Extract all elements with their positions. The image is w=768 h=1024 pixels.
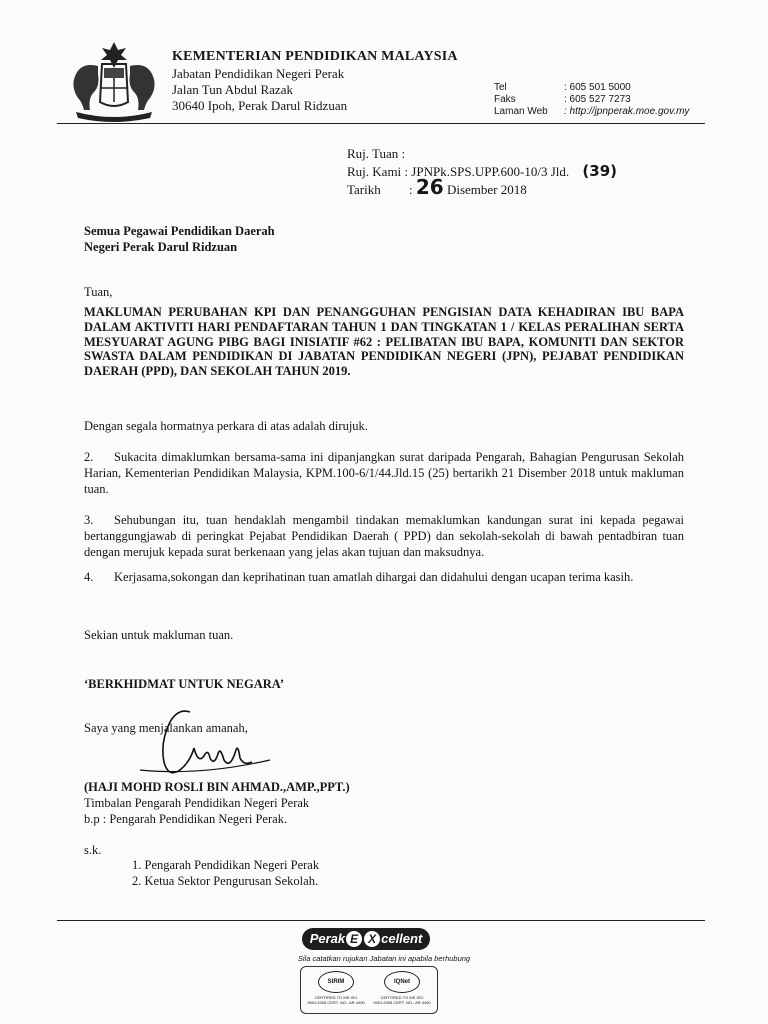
paragraph-text: Kerjasama,sokongan dan keprihatinan tuan amatlah dihargai dan didahului dengan ucapan terima kasih.	[114, 570, 634, 584]
footer-note: Sila catatkan rujukan Jabatan ini apabila berhubung	[297, 954, 471, 963]
subject-heading: MAKLUMAN PERUBAHAN KPI DAN PENANGGUHAN PENGISIAN DATA KEHADIRAN IBU BAPA DALAM AKTIVITI HARI PENDAFTARAN TAHUN 1 DAN TINGKATAN 1 / KELAS PERALIHAN SERTA MESYUARAT AGUNG PIBG BAGI INISIATIF #62 : PELIBATAN IBU BAPA, KOMUNITI DAN SEKTOR SWASTA DALAM PENDIDIKAN DI JABATAN PENDIDIKAN NEGERI (JPN), PEJABAT PENDIDIKAN DAERAH (PPD), DAN SEKOLAH TAHUN 2019.	[84, 305, 684, 379]
cc-label: s.k.	[84, 843, 102, 857]
website-link[interactable]: : http://jpnperak.moe.gov.my	[564, 106, 690, 117]
contact-tel	[494, 82, 631, 93]
iqnet-certification	[371, 971, 433, 1009]
paragraph-text: Sukacita dimaklumkan bersama-sama ini dipanjangkan surat daripada Pengarah, Bahagian Pengurusan Sekolah Harian, Kementerian Pendidikan Malaysia, KPM.100-6/1/44.Jld.15 (25) bertarikh 21 Disember 2018 untuk makluman tuan.	[84, 450, 684, 496]
cert-text: CERTIFIED TO MS ISO 9001:2008 CERT. NO.: AR 4490	[307, 995, 365, 1005]
ruj-tuan	[347, 146, 405, 162]
contact-value: : 605 501 5000	[564, 82, 631, 93]
cc-item: 2. Ketua Sektor Pengurusan Sekolah.	[132, 874, 319, 888]
paragraph-text: Sehubungan itu, tuan hendaklah mengambil tindakan memaklumkan kandungan surat ini kepada pegawai bertanggungjawab di peringkat Pejabat Pendidikan Daerah ( PPD) dan sekolah-sekolah di bawah pentadbiran tuan dengan merujuk kepada surat berkenaan yang jelas akan tujuan dan maksudnya.	[84, 513, 684, 559]
logo-x: X	[364, 931, 380, 947]
logo-text: Perak	[309, 931, 346, 946]
perak-excellent-logo	[302, 928, 430, 950]
ruj-kami-value: JPNPk.SPS.UPP.600-10/3 Jld.	[411, 164, 570, 179]
signatory-bp: b.p : Pengarah Pendidikan Negeri Perak.	[84, 812, 288, 826]
contact-web	[494, 106, 689, 117]
cert-text: CERTIFIED TO MS ISO 9001:2008 CERT. NO.: AR 4490	[373, 995, 431, 1005]
signatory-name: (HAJI MOHD ROSLI BIN AHMAD.,AMP.,PPT.)	[84, 780, 350, 794]
recipient-line1: Semua Pegawai Pendidikan Daerah	[84, 224, 275, 238]
tarikh-rest: Disember 2018	[446, 182, 527, 197]
address-city: 30640 Ipoh, Perak Darul Ridzuan	[172, 98, 348, 113]
footer-divider	[57, 920, 705, 921]
certification-badges	[300, 966, 438, 1014]
motto: ‘BERKHIDMAT UNTUK NEGARA’	[84, 677, 285, 691]
address-street: Jalan Tun Abdul Razak	[172, 82, 293, 97]
header-divider	[57, 123, 705, 124]
iqnet-logo-icon: IQNet	[384, 971, 420, 993]
recipient-line2: Negeri Perak Darul Ridzuan	[84, 240, 238, 254]
ministry-name: KEMENTERIAN PENDIDIKAN MALAYSIA	[172, 49, 458, 64]
sign-off: Saya yang menjalankan amanah,	[84, 721, 248, 735]
paragraph-number: 4.	[84, 570, 94, 584]
contact-label: Tel	[494, 82, 507, 93]
tarikh	[347, 175, 527, 199]
contact-label: Laman Web	[494, 106, 548, 117]
tarikh-day-handwritten: 26	[415, 175, 444, 199]
logo-text: cellent	[381, 931, 423, 946]
contact-label: Faks	[494, 94, 516, 105]
contact-value: : 605 527 7273	[564, 94, 631, 105]
salutation: Tuan,	[84, 285, 113, 299]
paragraph-number: 2.	[84, 450, 94, 464]
signatory-title: Timbalan Pengarah Pendidikan Negeri Perak	[84, 796, 310, 810]
paragraph-2	[84, 449, 684, 497]
opening-line: Dengan segala hormatnya perkara di atas adalah dirujuk.	[84, 419, 368, 433]
tarikh-colon: :	[409, 182, 413, 197]
contact-fax	[494, 94, 631, 105]
sirim-certification	[305, 971, 367, 1009]
handwritten-signature	[120, 700, 300, 790]
malaysia-coat-of-arms-icon	[64, 40, 164, 122]
logo-e: E	[346, 931, 362, 947]
paragraph-4	[84, 569, 684, 585]
tarikh-label: Tarikh	[347, 182, 381, 197]
cc-item: 1. Pengarah Pendidikan Negeri Perak	[132, 858, 320, 872]
department-name: Jabatan Pendidikan Negeri Perak	[172, 66, 345, 81]
closing-line: Sekian untuk makluman tuan.	[84, 628, 234, 642]
paragraph-number: 3.	[84, 513, 94, 527]
ruj-kami-label: Ruj. Kami :	[347, 164, 409, 179]
ruj-tuan-label: Ruj. Tuan :	[347, 146, 406, 161]
sirim-logo-icon: SIRIM	[318, 971, 354, 993]
paragraph-3	[84, 512, 684, 560]
ruj-kami-handwritten: (39)	[582, 162, 617, 180]
